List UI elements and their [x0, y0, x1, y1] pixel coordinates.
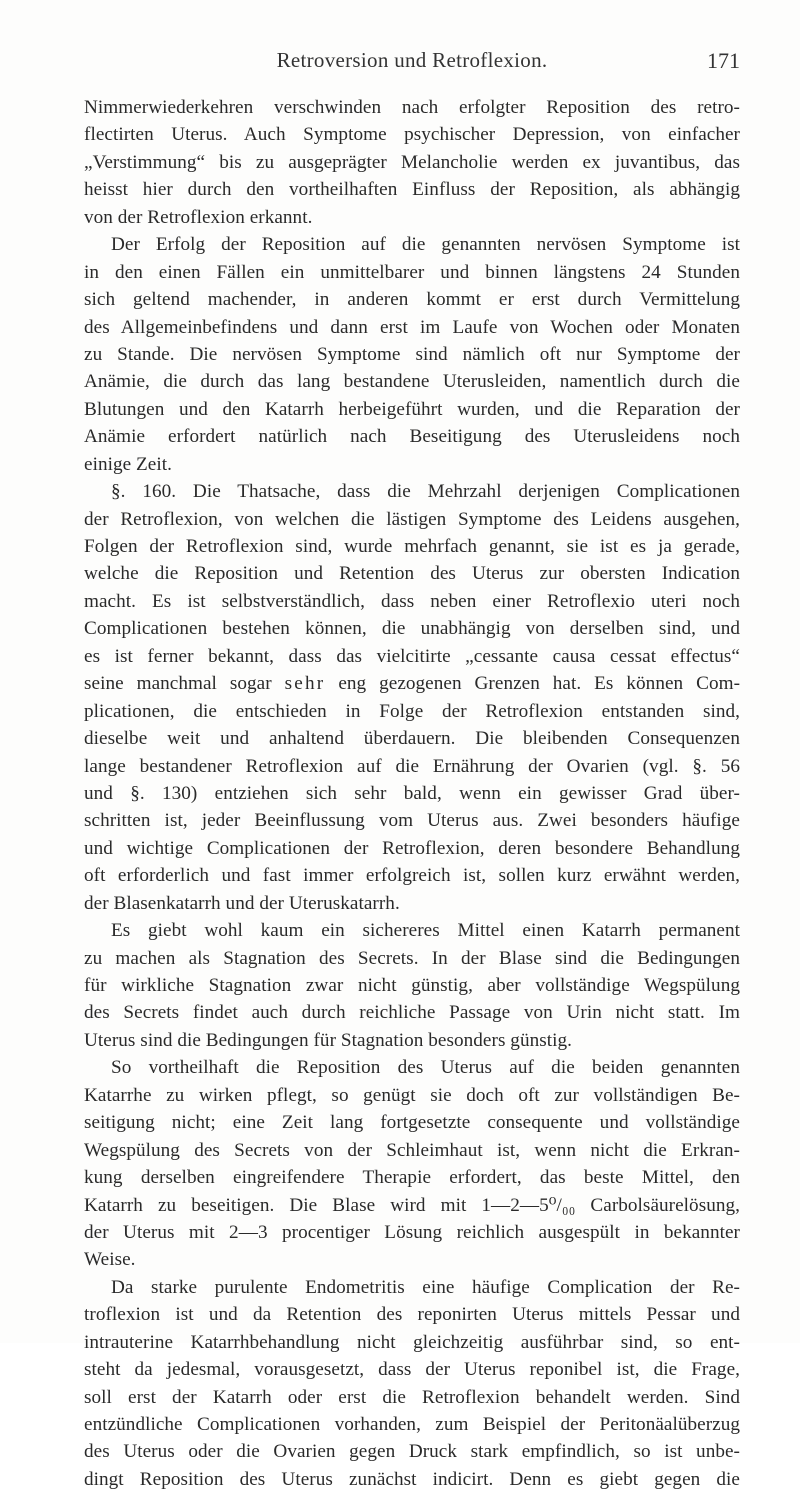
text-line: in den einen Fällen ein unmittelbarer und binnen längstens 24 Stunden [84, 261, 740, 283]
text-line: Uterus sind die Bedingungen für Stagnation besonders günstig. [84, 1029, 573, 1051]
text-line: Weise. [84, 1249, 136, 1271]
text-line: welche die Reposition und Retention des Uterus zur obersten Indication [84, 563, 740, 585]
text-line: Es giebt wohl kaum ein sichereres Mittel einen Katarrh permanent [111, 920, 740, 942]
text-line: „Verstimmung“ bis zu ausgeprägter Melancholie werden ex juvantibus, das [84, 151, 740, 173]
text-line: und §. 130) entziehen sich sehr bald, wenn ein gewisser Grad über- [84, 782, 740, 804]
text-line: troflexion ist und da Retention des reponirten Uterus mittels Pessar und [84, 1304, 740, 1326]
text-line: heisst hier durch den vortheilhaften Einfluss der Reposition, als abhängig [84, 179, 740, 201]
text-line: des Uterus oder die Ovarien gegen Druck stark empfindlich, so ist unbe- [84, 1441, 740, 1463]
text-line: soll erst der Katarrh oder erst die Retroflexion behandelt werden. Sind [84, 1386, 740, 1408]
text-line: Wegspülung des Secrets von der Schleimhaut ist, wenn nicht die Erkran- [84, 1139, 740, 1161]
text-line: steht da jedesmal, vorausgesetzt, dass der Uterus reponibel ist, die Frage, [84, 1359, 740, 1381]
text-line: plicationen, die entschieden in Folge der Retroflexion entstanden sind, [84, 700, 740, 722]
page-header [84, 48, 740, 78]
running-title: Retroversion und Retroflexion. [276, 48, 548, 72]
text-line: des Allgemeinbefindens und dann erst im Laufe von Wochen oder Monaten [84, 316, 740, 338]
text-line: des Secrets findet auch durch reichliche Passage von Urin nicht statt. Im [84, 1002, 740, 1024]
section-160-line: §. 160. Die Thatsache, dass die Mehrzahl derjenigen Complicationen [111, 481, 740, 503]
text-line: der Retroflexion, von welchen die lästigen Symptome des Leidens ausgehen, [84, 508, 740, 530]
text-line: von der Retroflexion erkannt. [84, 206, 313, 228]
body-text [84, 94, 740, 1493]
text-line: Folgen der Retroflexion sind, wurde mehrfach genannt, sie ist es ja gerade, [84, 536, 740, 557]
text-line: Der Erfolg der Reposition auf die genannten nervösen Symptome ist [111, 234, 740, 256]
text-line: intrauterine Katarrhbehandlung nicht gleichzeitig ausführbar sind, so ent- [84, 1331, 740, 1353]
text-line: Nimmerwiederkehren verschwinden nach erfolgter Reposition des retro- [84, 97, 740, 118]
text-line: sich geltend machender, in anderen kommt er erst durch Vermittelung [84, 289, 740, 311]
emphasis-spaced: sehr [284, 673, 326, 695]
text-line: dingt Reposition des Uterus zunächst indicirt. Denn es giebt gegen die [84, 1468, 740, 1490]
text-line: Complicationen bestehen können, die unabhängig von derselben sind, und [84, 618, 740, 640]
text-line: Katarrh zu beseitigen. Die Blase wird mit 1—2—5⁰/₀₀ Carbolsäurelösung, [84, 1194, 740, 1216]
text-line: oft erforderlich und fast immer erfolgreich ist, sollen kurz erwähnt werden, [84, 865, 740, 887]
text-line: Anämie, die durch das lang bestandene Uterusleiden, namentlich durch die [84, 371, 740, 393]
text-line: es ist ferner bekannt, dass das vielcitirte „cessante causa cessat effectus“ [84, 645, 740, 667]
text-line: So vortheilhaft die Reposition des Uterus auf die beiden genannten [111, 1057, 740, 1079]
text-line: Blutungen und den Katarrh herbeigeführt wurden, und die Reparation der [84, 398, 740, 420]
text-line: Anämie erfordert natürlich nach Beseitigung des Uterusleidens noch [84, 426, 740, 448]
text-line: dieselbe weit und anhaltend überdauern. Die bleibenden Consequenzen [84, 728, 740, 750]
text-line: seitigung nicht; eine Zeit lang fortgesetzte consequente und vollständige [84, 1112, 740, 1134]
text-line: für wirkliche Stagnation zwar nicht günstig, aber vollständige Wegspülung [84, 975, 740, 996]
text-line: seine manchmal sogar sehr eng gezogenen Grenzen hat. Es können Com- [84, 673, 741, 695]
text-line: der Blasenkatarrh und der Uteruskatarrh. [84, 892, 400, 914]
text-line: kung derselben eingreifendere Therapie erfordert, das beste Mittel, den [84, 1167, 740, 1189]
text-line: flectirten Uterus. Auch Symptome psychischer Depression, von einfacher [84, 124, 740, 146]
text-line: Da starke purulente Endometritis eine häufige Complication der Re- [111, 1276, 740, 1298]
text-line: lange bestandener Retroflexion auf die Ernährung der Ovarien (vgl. §. 56 [84, 755, 740, 777]
text-line: schritten ist, jeder Beeinflussung vom Uterus aus. Zwei besonders häufige [84, 810, 740, 832]
text-line: macht. Es ist selbstverständlich, dass neben einer Retroflexio uteri noch [84, 590, 740, 612]
text-line: entzündliche Complicationen vorhanden, zum Beispiel der Peritonäalüberzug [84, 1414, 740, 1435]
text-line: zu machen als Stagnation des Secrets. In der Blase sind die Bedingungen [84, 947, 740, 969]
text-line: Katarrhe zu wirken pflegt, so genügt sie doch oft zur vollständigen Be- [84, 1084, 740, 1106]
text-line: und wichtige Complicationen der Retroflexion, deren besondere Behandlung [84, 837, 740, 859]
text-line: zu Stande. Die nervösen Symptome sind nämlich oft nur Symptome der [84, 343, 740, 365]
text-line: der Uterus mit 2—3 procentiger Lösung reichlich ausgespült in bekannter [84, 1221, 740, 1243]
page-number: 171 [707, 48, 740, 73]
text-line: einige Zeit. [84, 453, 172, 475]
